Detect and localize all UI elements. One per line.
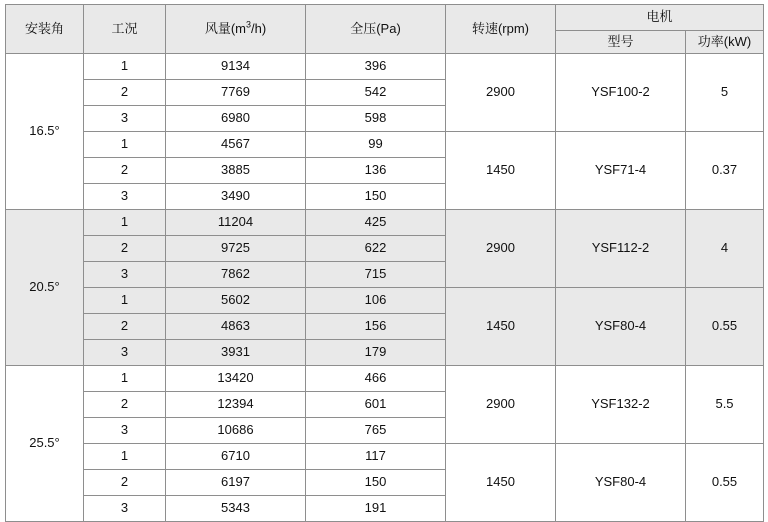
cell-motor-power: 0.55: [686, 444, 764, 522]
cell-total-pressure: 117: [306, 444, 446, 470]
cell-total-pressure: 425: [306, 210, 446, 236]
cell-motor-power: 4: [686, 210, 764, 288]
cell-condition: 1: [84, 54, 166, 80]
cell-airflow: 7769: [166, 80, 306, 106]
cell-airflow: 6710: [166, 444, 306, 470]
cell-motor-power: 5: [686, 54, 764, 132]
header-install-angle: 安装角: [6, 5, 84, 54]
header-condition: 工况: [84, 5, 166, 54]
cell-rotation-speed: 2900: [446, 54, 556, 132]
cell-condition: 1: [84, 210, 166, 236]
cell-total-pressure: 466: [306, 366, 446, 392]
cell-condition: 3: [84, 106, 166, 132]
cell-motor-power: 0.55: [686, 288, 764, 366]
cell-total-pressure: 191: [306, 496, 446, 522]
cell-airflow: 5343: [166, 496, 306, 522]
cell-motor-model: YSF71-4: [556, 132, 686, 210]
cell-motor-power: 0.37: [686, 132, 764, 210]
header-motor-model: 型号: [556, 31, 686, 54]
cell-total-pressure: 715: [306, 262, 446, 288]
header-row-primary: [6, 5, 764, 31]
cell-condition: 3: [84, 184, 166, 210]
cell-rotation-speed: 2900: [446, 366, 556, 444]
cell-total-pressure: 601: [306, 392, 446, 418]
cell-total-pressure: 150: [306, 184, 446, 210]
cell-airflow: 6197: [166, 470, 306, 496]
cell-airflow: 7862: [166, 262, 306, 288]
table-row: [6, 210, 764, 236]
cell-install-angle: 25.5°: [6, 366, 84, 522]
table-row: [6, 132, 764, 158]
cell-condition: 2: [84, 470, 166, 496]
cell-rotation-speed: 1450: [446, 444, 556, 522]
cell-airflow: 5602: [166, 288, 306, 314]
cell-rotation-speed: 2900: [446, 210, 556, 288]
table-row: [6, 54, 764, 80]
cell-total-pressure: 150: [306, 470, 446, 496]
cell-airflow: 12394: [166, 392, 306, 418]
header-rotation-speed: 转速(rpm): [446, 5, 556, 54]
header-airflow-text: 风量$(m^3/h)$: [204, 19, 267, 36]
cell-airflow: 10686: [166, 418, 306, 444]
cell-condition: 2: [84, 392, 166, 418]
cell-airflow: 9725: [166, 236, 306, 262]
cell-airflow: 11204: [166, 210, 306, 236]
header-motor-power: 功率(kW): [686, 31, 764, 54]
cell-condition: 2: [84, 158, 166, 184]
cell-condition: 2: [84, 236, 166, 262]
cell-total-pressure: 765: [306, 418, 446, 444]
cell-rotation-speed: 1450: [446, 288, 556, 366]
cell-total-pressure: 156: [306, 314, 446, 340]
cell-condition: 3: [84, 496, 166, 522]
header-total-pressure: 全压(Pa): [306, 5, 446, 54]
cell-condition: 1: [84, 444, 166, 470]
header-airflow-label: 风量: [204, 20, 231, 36]
cell-airflow: 4567: [166, 132, 306, 158]
cell-motor-model: YSF80-4: [556, 288, 686, 366]
cell-airflow: 4863: [166, 314, 306, 340]
superscript-three: 3: [246, 19, 252, 30]
cell-airflow: 3490: [166, 184, 306, 210]
cell-condition: 2: [84, 314, 166, 340]
cell-rotation-speed: 1450: [446, 132, 556, 210]
cell-airflow: 3931: [166, 340, 306, 366]
cell-motor-model: YSF132-2: [556, 366, 686, 444]
table-body: [6, 54, 764, 522]
cell-airflow: 13420: [166, 366, 306, 392]
cell-total-pressure: 106: [306, 288, 446, 314]
cell-condition: 3: [84, 262, 166, 288]
fan-specification-table: [5, 4, 764, 522]
cell-airflow: 6980: [166, 106, 306, 132]
table-row: [6, 366, 764, 392]
table-row: [6, 444, 764, 470]
cell-condition: 1: [84, 132, 166, 158]
cell-install-angle: 20.5°: [6, 210, 84, 366]
table-header: [6, 5, 764, 54]
cell-motor-power: 5.5: [686, 366, 764, 444]
cell-condition: 2: [84, 80, 166, 106]
cell-install-angle: 16.5°: [6, 54, 84, 210]
cell-total-pressure: 622: [306, 236, 446, 262]
cell-condition: 1: [84, 288, 166, 314]
header-airflow: [166, 5, 306, 54]
cell-airflow: 9134: [166, 54, 306, 80]
header-motor: 电机: [556, 5, 764, 31]
cell-total-pressure: 396: [306, 54, 446, 80]
cell-condition: 1: [84, 366, 166, 392]
cell-motor-model: YSF112-2: [556, 210, 686, 288]
table-row: [6, 288, 764, 314]
cell-motor-model: YSF100-2: [556, 54, 686, 132]
cell-airflow: 3885: [166, 158, 306, 184]
cell-total-pressure: 99: [306, 132, 446, 158]
cell-total-pressure: 179: [306, 340, 446, 366]
cell-total-pressure: 136: [306, 158, 446, 184]
cell-condition: 3: [84, 340, 166, 366]
cell-total-pressure: 542: [306, 80, 446, 106]
cell-condition: 3: [84, 418, 166, 444]
cell-total-pressure: 598: [306, 106, 446, 132]
cell-motor-model: YSF80-4: [556, 444, 686, 522]
